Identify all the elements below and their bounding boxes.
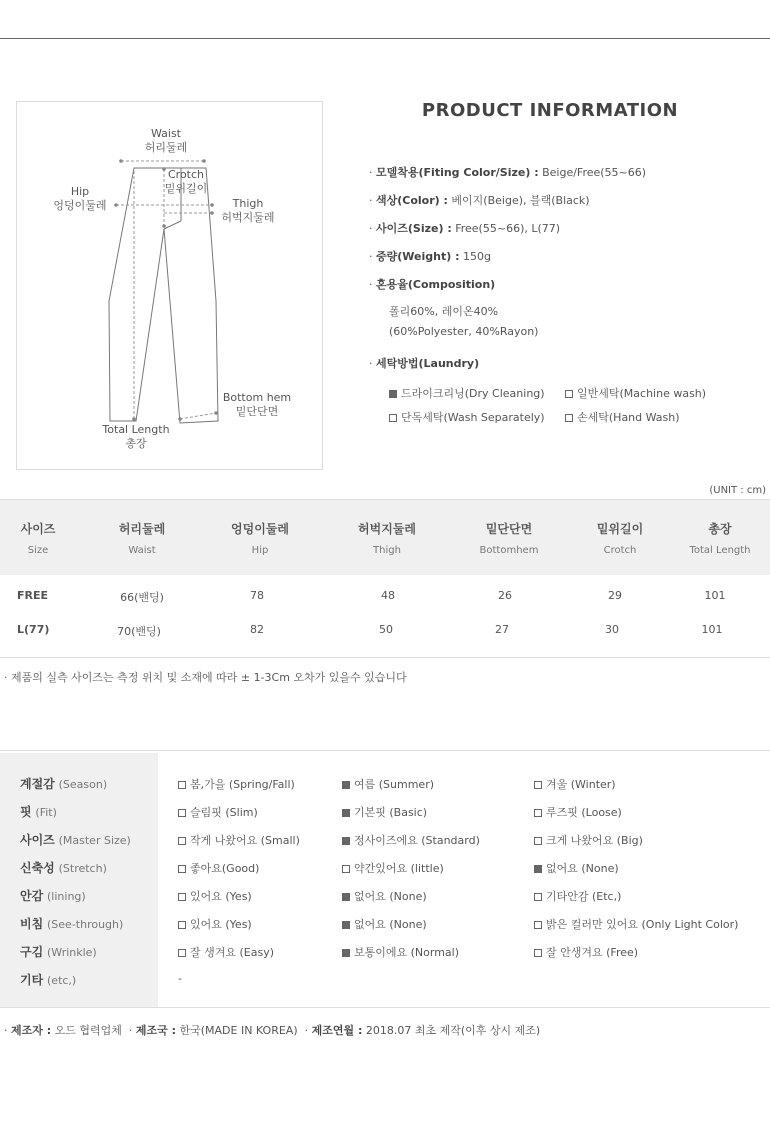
- header-total-length: 총장 Total Length: [689, 522, 751, 556]
- divider: [0, 750, 770, 751]
- checkbox-icon: [178, 949, 186, 957]
- feature-option: 있어요 (Yes): [178, 888, 252, 904]
- size-table-header: [0, 499, 770, 575]
- feature-option: 정사이즈에요 (Standard): [342, 832, 480, 848]
- checkbox-icon: [342, 893, 350, 901]
- total-length-label: Total Length 총장: [102, 423, 170, 450]
- header-waist: 허리둘레 Waist: [118, 522, 166, 556]
- manufacture-info: · 제조자 : 오드 협력업체 · 제조국 : 한국(MADE IN KOREA) · 제조연월 : 2018.07 최초 제작(이후 상시 제조): [4, 1024, 541, 1037]
- size-row: · 사이즈(Size) : Free(55~66), L(77): [369, 222, 561, 235]
- table-row: FREE 66(밴딩) 78 48 26 29 101: [17, 589, 726, 604]
- feature-option: 없어요 (None): [342, 888, 427, 904]
- checkbox-icon: [342, 865, 350, 873]
- waist-label: Waist 허리둘레: [144, 127, 188, 154]
- checkbox-icon: [565, 390, 573, 398]
- composition-en: (60%Polyester, 40%Rayon): [389, 325, 539, 338]
- laundry-option: 단독세탁(Wash Separately): [389, 409, 545, 425]
- checkbox-icon: [342, 781, 350, 789]
- feature-etc-value: -: [178, 972, 182, 985]
- weight-row: · 중량(Weight) : 150g: [369, 250, 491, 263]
- checkbox-icon: [342, 921, 350, 929]
- feature-label: 기타 (etc,): [20, 973, 77, 987]
- checkbox-icon: [178, 837, 186, 845]
- checkbox-icon: [178, 781, 186, 789]
- checkbox-icon: [534, 809, 542, 817]
- header-crotch: 밑위길이 Crotch: [596, 522, 644, 556]
- header-hip: 엉덩이둘레 Hip: [231, 522, 289, 556]
- checkbox-icon: [534, 949, 542, 957]
- feature-option: 기타안감 (Etc,): [534, 888, 621, 904]
- checkbox-icon: [534, 781, 542, 789]
- header-thigh: 허벅지둘레 Thigh: [358, 522, 416, 556]
- divider: [0, 657, 770, 658]
- feature-option: 겨울 (Winter): [534, 776, 616, 792]
- unit-label: (UNIT : cm): [709, 485, 766, 496]
- laundry-option: 손세탁(Hand Wash): [565, 409, 680, 425]
- feature-option: 기본핏 (Basic): [342, 804, 427, 820]
- feature-option: 루즈핏 (Loose): [534, 804, 622, 820]
- feature-option: 크게 나왔어요 (Big): [534, 832, 643, 848]
- checkbox-icon: [534, 893, 542, 901]
- checkbox-icon: [534, 865, 542, 873]
- crotch-label: Crotch 밑위길이: [164, 168, 208, 195]
- feature-option: 약간있어요 (little): [342, 860, 444, 876]
- feature-option: 작게 나왔어요 (Small): [178, 832, 300, 848]
- composition-ko: 폴리60%, 레이온40%: [389, 305, 499, 318]
- color-row: · 색상(Color) : 베이지(Beige), 블랙(Black): [369, 194, 590, 207]
- size-note: · 제품의 실측 사이즈는 측정 위치 및 소재에 따라 ± 1-3Cm 오차가 있을수 있습니다: [4, 671, 407, 684]
- checkbox-icon: [534, 837, 542, 845]
- checkbox-icon: [534, 921, 542, 929]
- checkbox-icon: [389, 390, 397, 398]
- feature-option: 슬림핏 (Slim): [178, 804, 258, 820]
- composition-row: · 혼용율(Composition): [369, 278, 496, 291]
- thigh-label: Thigh 허벅지둘레: [221, 197, 275, 224]
- checkbox-icon: [565, 414, 573, 422]
- feature-option: 봄,가을 (Spring/Fall): [178, 776, 295, 792]
- checkbox-icon: [178, 893, 186, 901]
- header-size: 사이즈 Size: [20, 522, 56, 556]
- feature-option: 없어요 (None): [342, 916, 427, 932]
- feature-option: 여름 (Summer): [342, 776, 434, 792]
- top-divider: [0, 38, 770, 39]
- checkbox-icon: [178, 921, 186, 929]
- checkbox-icon: [178, 809, 186, 817]
- feature-option: 보통이에요 (Normal): [342, 944, 459, 960]
- feature-option: 밝은 컬러만 있어요 (Only Light Color): [534, 916, 738, 932]
- feature-option: 좋아요(Good): [178, 860, 259, 876]
- hip-label: Hip 엉덩이둘레: [53, 185, 107, 212]
- fitting-row: · 모델착용(Fiting Color/Size) : Beige/Free(55~66): [369, 166, 647, 179]
- checkbox-icon: [342, 837, 350, 845]
- laundry-row: · 세탁방법(Laundry): [369, 357, 480, 370]
- product-info-title: PRODUCT INFORMATION: [421, 100, 679, 121]
- feature-label: 비침 (See-through): [20, 917, 124, 931]
- feature-label: 안감 (lining): [20, 889, 86, 903]
- laundry-option: 일반세탁(Machine wash): [565, 385, 706, 401]
- checkbox-icon: [178, 865, 186, 873]
- table-row: L(77) 70(밴딩) 82 50 27 30 101: [17, 623, 723, 638]
- checkbox-icon: [342, 949, 350, 957]
- feature-label: 사이즈 (Master Size): [20, 833, 131, 847]
- feature-label: 구김 (Wrinkle): [20, 945, 97, 959]
- bottom-hem-label: Bottom hem 밑단단면: [222, 391, 292, 418]
- feature-label: 핏 (Fit): [20, 805, 57, 819]
- feature-option: 없어요 (None): [534, 860, 619, 876]
- divider: [0, 1007, 770, 1008]
- feature-option: 잘 안생겨요 (Free): [534, 944, 638, 960]
- checkbox-icon: [389, 414, 397, 422]
- feature-option: 있어요 (Yes): [178, 916, 252, 932]
- laundry-option: 드라이크리닝(Dry Cleaning): [389, 385, 545, 401]
- feature-option: 잘 생겨요 (Easy): [178, 944, 274, 960]
- header-bottomhem: 밑단단면 Bottomhem: [479, 522, 539, 556]
- feature-label: 신축성 (Stretch): [20, 861, 107, 875]
- checkbox-icon: [342, 809, 350, 817]
- feature-label: 계절감 (Season): [20, 777, 108, 791]
